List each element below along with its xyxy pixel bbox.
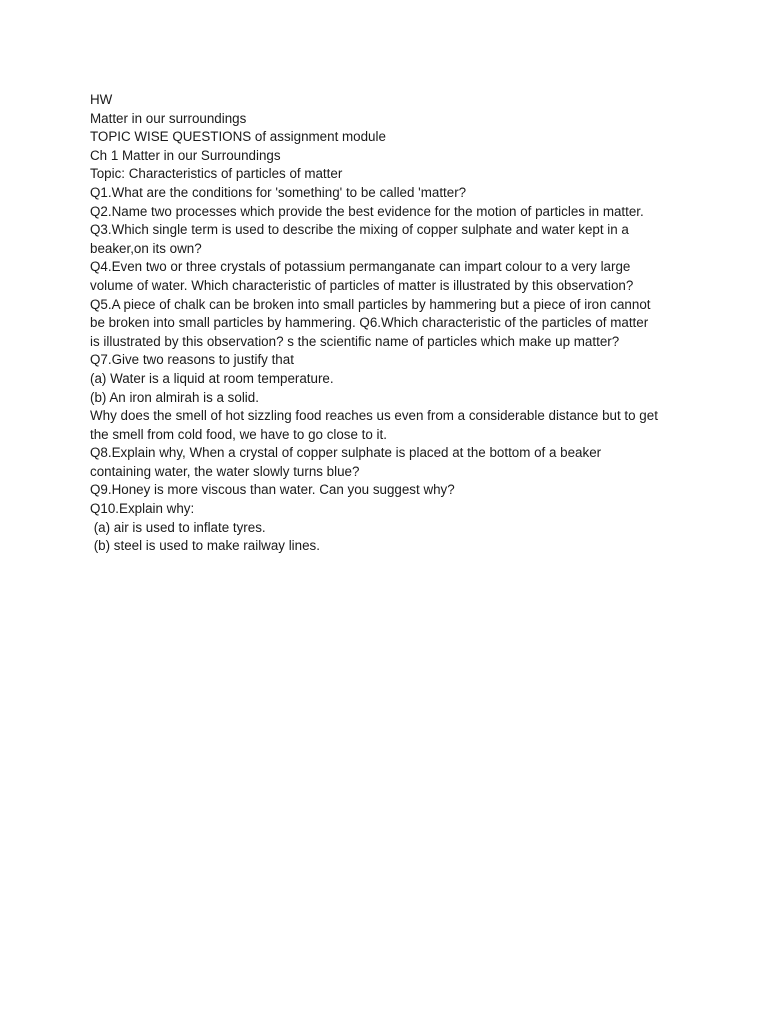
heading-topic: Topic: Characteristics of particles of matter — [90, 166, 343, 182]
question-q3-line1: Q3.Which single term is used to describe the mixing of copper sulphate and water kept in a — [90, 222, 629, 238]
question-q7-part-b: (b) An iron almirah is a solid. — [90, 389, 259, 405]
question-q7: Q7.Give two reasons to justify that — [90, 352, 294, 368]
question-q7-part-a: (a) Water is a liquid at room temperature. — [90, 370, 334, 386]
question-q9: Q9.Honey is more viscous than water. Can you suggest why? — [90, 482, 455, 498]
question-q5-line1: Q5.A piece of chalk can be broken into small particles by hammering but a piece of iron cannot — [90, 296, 651, 312]
question-q1: Q1.What are the conditions for 'something' to be called 'matter? — [90, 184, 467, 200]
question-smell-line2: the smell from cold food, we have to go close to it. — [90, 426, 387, 442]
question-q5-line2: be broken into small particles by hammering. Q6.Which characteristic of the particles of matter — [90, 315, 649, 331]
heading-chapter-name: Matter in our surroundings — [90, 110, 247, 126]
document-body — [90, 91, 690, 556]
question-q10-part-a: (a) air is used to inflate tyres. — [90, 519, 266, 535]
heading-topic-wise: TOPIC WISE QUESTIONS of assignment module — [90, 129, 386, 145]
question-q8-line1: Q8.Explain why, When a crystal of copper sulphate is placed at the bottom of a beaker — [90, 445, 602, 461]
question-q4-line2: volume of water. Which characteristic of particles of matter is illustrated by this observation? — [90, 277, 634, 293]
question-q10: Q10.Explain why: — [90, 501, 195, 517]
question-q8-line2: containing water, the water slowly turns blue? — [90, 463, 360, 479]
question-q2: Q2.Name two processes which provide the best evidence for the motion of particles in matter. — [90, 203, 644, 219]
heading-chapter: Ch 1 Matter in our Surroundings — [90, 147, 281, 163]
question-q3-line2: beaker,on its own? — [90, 240, 202, 256]
heading-hw: HW — [90, 92, 113, 107]
question-q5-line3: is illustrated by this observation? s the scientific name of particles which make up matter? — [90, 333, 620, 349]
question-smell-line1: Why does the smell of hot sizzling food reaches us even from a considerable distance but to get — [90, 408, 658, 424]
question-q4-line1: Q4.Even two or three crystals of potassium permanganate can impart colour to a very large — [90, 259, 631, 275]
question-q10-part-b: (b) steel is used to make railway lines. — [90, 538, 320, 554]
